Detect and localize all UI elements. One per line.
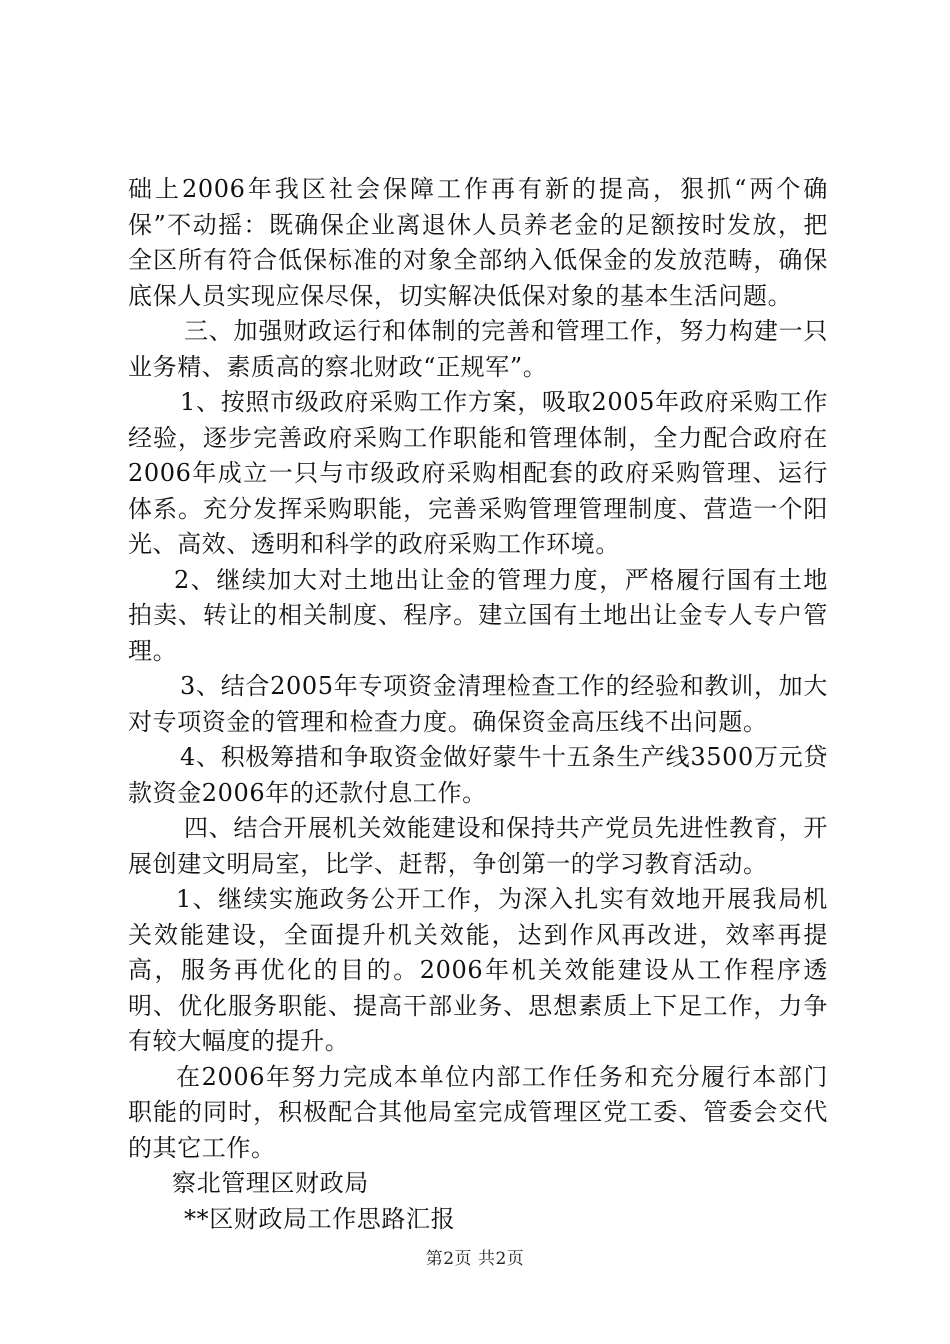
page-footer: 第2页 共2页 [425,1249,525,1269]
paragraph-special-funds: 3、结合2005年专项资金清理检查工作的经验和教训，加大对专项资金的管理和检查力度。确保资金高压线不出问题。 [128,672,828,736]
paragraph-loan-repayment: 4、积极筹措和争取资金做好蒙牛十五条生产线3500万元贷款资金2006年的还款付息工作。 [128,743,828,807]
paragraph-land-revenue: 2、继续加大对土地出让金的管理力度，严格履行国有土地拍卖、转让的相关制度、程序。建立国有土地出让金专人专户管理。 [128,565,828,665]
paragraph-closing: 在2006年努力完成本单位内部工作任务和充分履行本部门职能的同时，积极配合其他局室完成管理区党工委、管委会交代的其它工作。 [128,1062,828,1162]
paragraph-section-three-heading: 三、加强财政运行和体制的完善和管理工作，努力构建一只业务精、素质高的察北财政“正规军”。 [128,317,828,381]
paragraph-procurement: 1、按照市级政府采购工作方案，吸取2005年政府采购工作经验，逐步完善政府采购工作职能和管理体制，全力配合政府在2006年成立一只与市级政府采购相配套的政府采购管理、运行体系。充分发挥采购职能，完善采购管理管理制度、营造一个阳光、高效、透明和科学的政府采购工作环境。 [128,388,828,558]
paragraph-efficiency: 1、继续实施政务公开工作，为深入扎实有效地开展我局机关效能建设，全面提升机关效能，达到作风再改进，效率再提高，服务再优化的目的。2006年机关效能建设从工作程序透明、优化服务职能、提高干部业务、思想素质上下足工作，力争有较大幅度的提升。 [128,885,828,1055]
closing-title: **区财政局工作思路汇报 [184,1204,456,1233]
signature: 察北管理区财政局 [172,1169,369,1197]
paragraph-section-four-heading: 四、结合开展机关效能建设和保持共产党员先进性教育，开展创建文明局室，比学、赶帮，争创第一的学习教育活动。 [128,814,828,878]
document-body [128,172,828,1237]
paragraph-social-security: 础上2006年我区社会保障工作再有新的提高，狠抓“两个确保”不动摇：既确保企业离退休人员养老金的足额按时发放，把全区所有符合低保标准的对象全部纳入低保金的发放范畴，确保底保人员实现应保尽保，切实解决低保对象的基本生活问题。 [128,175,828,310]
